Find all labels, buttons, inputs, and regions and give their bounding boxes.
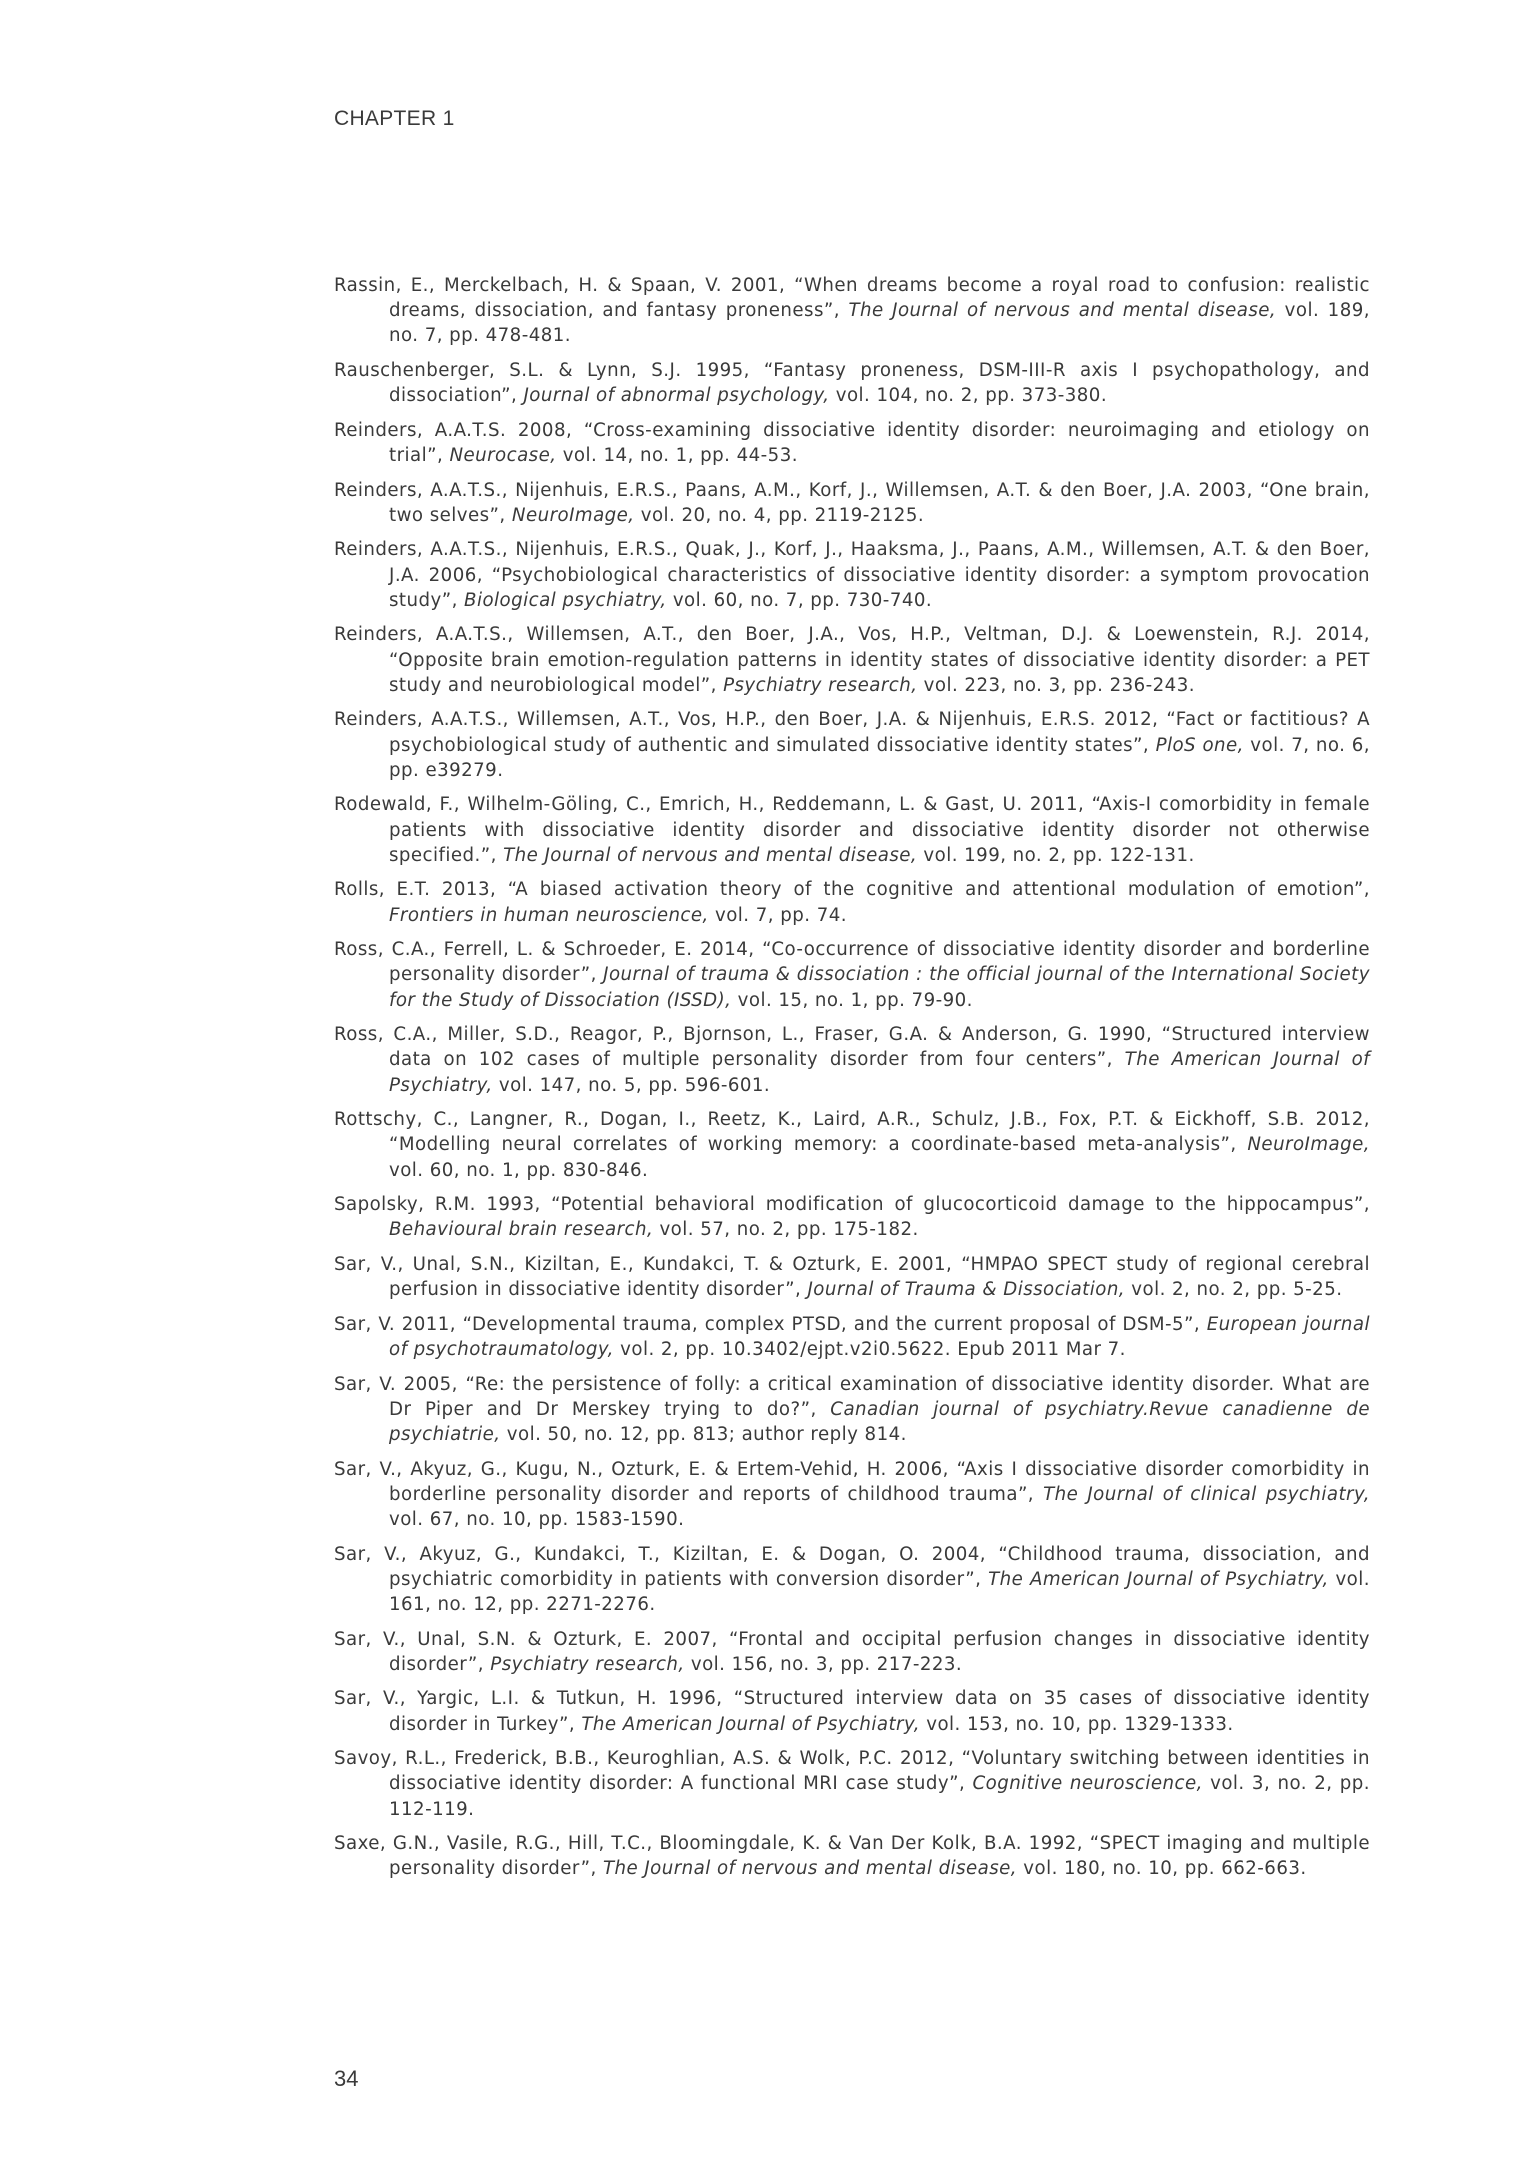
reference-list — [334, 273, 1370, 1891]
reference-entry — [334, 1312, 1370, 1362]
reference-details: vol. 189, no. 7, pp. 478-481. — [389, 300, 1370, 347]
reference-entry — [334, 1627, 1370, 1677]
reference-entry — [334, 707, 1370, 783]
running-head: CHAPTER 1 — [334, 107, 455, 130]
reference-text: Sar, V., Akyuz, G., Kugu, N., Ozturk, E. & Ertem-Vehid, H. 2006, “Axis I dissociative disorder comorbidity in borderline personality disorder and reports of childhood trauma”, — [334, 1458, 1370, 1505]
reference-entry — [334, 877, 1370, 927]
reference-details: vol. 223, no. 3, pp. 236-243. — [917, 674, 1195, 696]
reference-entry — [334, 537, 1370, 613]
reference-entry — [334, 1746, 1370, 1822]
reference-entry — [334, 1372, 1370, 1448]
reference-text: Sar, V., Unal, S.N. & Ozturk, E. 2007, “Frontal and occipital perfusion changes in dissociative identity disorder”, — [334, 1628, 1370, 1675]
reference-details: vol. 15, no. 1, pp. 79-90. — [731, 989, 973, 1011]
reference-journal: NeuroImage, — [1247, 1134, 1370, 1156]
reference-entry — [334, 1831, 1370, 1881]
reference-journal: The Journal of nervous and mental disease, — [602, 1858, 1018, 1880]
reference-entry — [334, 418, 1370, 468]
reference-entry — [334, 273, 1370, 349]
reference-journal: Psychiatry research, — [490, 1653, 685, 1675]
reference-journal: European journal of psychotraumatology, — [389, 1313, 1371, 1360]
reference-details: vol. 2, pp. 10.3402/ejpt.v2i0.5622. Epub 2011 Mar 7. — [613, 1338, 1126, 1360]
reference-text: Sar, V., Akyuz, G., Kundakci, T., Kiziltan, E. & Dogan, O. 2004, “Childhood trauma, dissociation, and psychiatric comorbidity in patients with conversion disorder”, — [334, 1543, 1370, 1590]
reference-details: vol. 156, no. 3, pp. 217-223. — [684, 1653, 963, 1675]
reference-text: Rassin, E., Merckelbach, H. & Spaan, V. 2001, “When dreams become a royal road to confusion: realistic dreams, dissociation, and fantasy proneness”, — [334, 275, 1370, 322]
reference-journal: Journal of trauma & dissociation : the official journal of the International Society for the Study of Dissociation (ISSD), — [389, 964, 1370, 1011]
reference-entry — [334, 1022, 1370, 1098]
reference-entry — [334, 792, 1370, 868]
reference-journal: Frontiers in human neuroscience, — [389, 904, 709, 926]
reference-journal: Cognitive neuroscience, — [972, 1773, 1203, 1795]
reference-text: Saxe, G.N., Vasile, R.G., Hill, T.C., Bloomingdale, K. & Van Der Kolk, B.A. 1992, “SPECT imaging and multiple personality disorder”, — [334, 1833, 1370, 1880]
reference-text: Sapolsky, R.M. 1993, “Potential behavioral modification of glucocorticoid damage to the hippocampus”, — [334, 1194, 1370, 1216]
reference-entry — [334, 1686, 1370, 1736]
reference-entry — [334, 1192, 1370, 1242]
reference-journal: The Journal of clinical psychiatry, — [1043, 1483, 1370, 1505]
reference-journal: The American Journal of Psychiatry, — [389, 1049, 1370, 1096]
reference-text: Reinders, A.A.T.S., Nijenhuis, E.R.S., Quak, J., Korf, J., Haaksma, J., Paans, A.M., Willemsen, A.T. & den Boer, J.A. 2006, “Psychobiological characteristics of dissociative identity disorder: a symptom provocation study”, — [334, 539, 1370, 611]
reference-text: Sar, V., Yargic, L.I. & Tutkun, H. 1996, “Structured interview data on 35 cases of dissociative identity disorder in Turkey”, — [334, 1688, 1370, 1735]
reference-details: vol. 50, no. 12, pp. 813; author reply 814. — [500, 1423, 907, 1445]
reference-text: Ross, C.A., Miller, S.D., Reagor, P., Bjornson, L., Fraser, G.A. & Anderson, G. 1990, “Structured interview data on 102 cases of multiple personality disorder from four centers”, — [334, 1024, 1370, 1071]
reference-details: vol. 180, no. 10, pp. 662-663. — [1017, 1858, 1307, 1880]
reference-entry — [334, 478, 1370, 528]
reference-text: Reinders, A.A.T.S., Nijenhuis, E.R.S., Paans, A.M., Korf, J., Willemsen, A.T. & den Boer, J.A. 2003, “One brain, two selves”, — [334, 479, 1370, 526]
reference-details: vol. 67, no. 10, pp. 1583-1590. — [389, 1508, 685, 1530]
reference-entry — [334, 622, 1370, 698]
reference-details: vol. 7, no. 6, pp. e39279. — [389, 734, 1370, 781]
reference-journal: Journal of abnormal psychology, — [523, 385, 830, 407]
reference-entry — [334, 1252, 1370, 1302]
reference-text: Sar, V. 2011, “Developmental trauma, complex PTSD, and the current proposal of DSM-5”, — [334, 1313, 1207, 1335]
reference-details: vol. 3, no. 2, pp. 112-119. — [389, 1773, 1370, 1820]
reference-journal: PloS one, — [1155, 734, 1244, 756]
reference-text: Rodewald, F., Wilhelm-Göling, C., Emrich, H., Reddemann, L. & Gast, U. 2011, “Axis-I comorbidity in female patients with dissociative identity disorder and dissociative identity disorder not otherwise specified.”, — [334, 794, 1370, 866]
reference-entry — [334, 937, 1370, 1013]
reference-text: Sar, V. 2005, “Re: the persistence of folly: a critical examination of dissociative identity disorder. What are Dr Piper and Dr Merskey trying to do?”, — [334, 1373, 1370, 1420]
reference-journal: The Journal of nervous and mental disease, — [848, 300, 1277, 322]
reference-text: Reinders, A.A.T.S. 2008, “Cross-examining dissociative identity disorder: neuroimaging and etiology on trial”, — [334, 419, 1370, 466]
reference-journal: The American Journal of Psychiatry, — [581, 1713, 921, 1735]
reference-journal: The American Journal of Psychiatry, — [988, 1568, 1329, 1590]
page-number: 34 — [334, 2066, 359, 2091]
reference-text: Sar, V., Unal, S.N., Kiziltan, E., Kundakci, T. & Ozturk, E. 2001, “HMPAO SPECT study of regional cerebral perfusion in dissociative identity disorder”, — [334, 1253, 1370, 1301]
reference-text: Rottschy, C., Langner, R., Dogan, I., Reetz, K., Laird, A.R., Schulz, J.B., Fox, P.T. & Eickhoff, S.B. 2012, “Modelling neural correlates of working memory: a coordinate-based meta-analysis”, — [334, 1109, 1370, 1156]
reference-details: vol. 104, no. 2, pp. 373-380. — [829, 385, 1108, 407]
reference-details: vol. 57, no. 2, pp. 175-182. — [653, 1219, 919, 1241]
reference-journal: Journal of Trauma & Dissociation, — [807, 1279, 1126, 1301]
reference-journal: The Journal of nervous and mental disease, — [503, 844, 918, 866]
reference-entry — [334, 1457, 1370, 1533]
reference-details: vol. 20, no. 4, pp. 2119-2125. — [634, 504, 925, 526]
reference-journal: Neurocase, — [449, 445, 557, 466]
reference-entry — [334, 358, 1370, 408]
reference-text: Rolls, E.T. 2013, “A biased activation theory of the cognitive and attentional modulation of emotion”, — [334, 879, 1370, 901]
reference-text: Reinders, A.A.T.S., Willemsen, A.T., den Boer, J.A., Vos, H.P., Veltman, D.J. & Loewenstein, R.J. 2014, “Opposite brain emotion-regulation patterns in identity states of dissociative identity disorder: a PET study and neurobiological model”, — [334, 624, 1370, 696]
reference-journal: Biological psychiatry, — [464, 589, 667, 611]
reference-journal: Behavioural brain research, — [389, 1219, 654, 1241]
reference-details: vol. 14, no. 1, pp. 44-53. — [556, 445, 798, 466]
reference-details: vol. 147, no. 5, pp. 596-601. — [492, 1074, 771, 1096]
reference-details: vol. 161, no. 12, pp. 2271-2276. — [389, 1568, 1370, 1615]
reference-details: vol. 7, pp. 74. — [708, 904, 847, 926]
reference-journal: Psychiatry research, — [723, 674, 918, 696]
reference-text: Ross, C.A., Ferrell, L. & Schroeder, E. 2014, “Co-occurrence of dissociative identity disorder and borderline personality disorder”, — [334, 939, 1370, 986]
reference-entry — [334, 1107, 1370, 1183]
reference-details: vol. 60, no. 1, pp. 830-846. — [389, 1159, 649, 1181]
reference-text: Savoy, R.L., Frederick, B.B., Keuroghlian, A.S. & Wolk, P.C. 2012, “Voluntary switching between identities in dissociative identity disorder: A functional MRI case study”, — [334, 1748, 1370, 1795]
reference-entry — [334, 1542, 1370, 1618]
reference-details: vol. 60, no. 7, pp. 730-740. — [666, 589, 933, 611]
reference-details: vol. 199, no. 2, pp. 122-131. — [917, 844, 1195, 866]
reference-details: vol. 2, no. 2, pp. 5-25. — [1125, 1279, 1343, 1301]
reference-text: Rauschenberger, S.L. & Lynn, S.J. 1995, “Fantasy proneness, DSM-III-R axis I psychopathology, and dissociation”, — [334, 360, 1370, 407]
reference-journal: NeuroImage, — [511, 504, 635, 526]
reference-text: Reinders, A.A.T.S., Willemsen, A.T., Vos, H.P., den Boer, J.A. & Nijenhuis, E.R.S. 2012, “Fact or factitious? A psychobiological study of authentic and simulated dissociative identity states”, — [334, 709, 1370, 756]
reference-journal: Canadian journal of psychiatry.Revue canadienne de psychiatrie, — [389, 1398, 1370, 1445]
reference-details: vol. 153, no. 10, pp. 1329-1333. — [920, 1713, 1234, 1735]
